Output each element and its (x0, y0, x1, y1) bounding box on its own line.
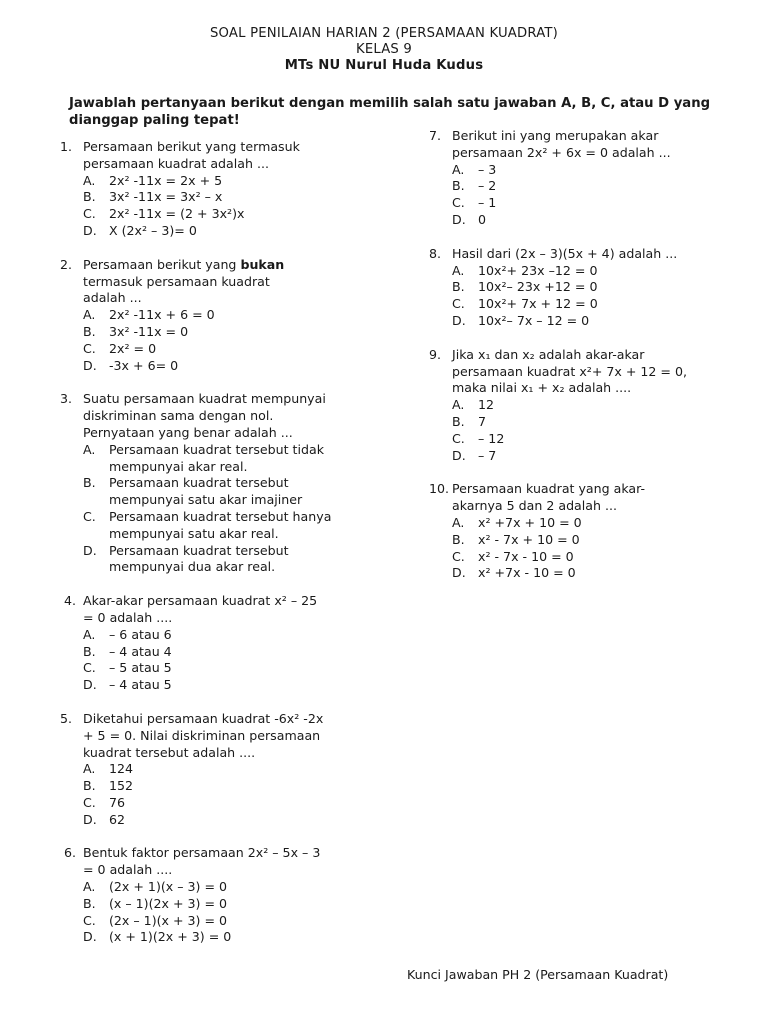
option-c[interactable]: C. 10x²+ 7x + 12 = 0 (452, 296, 598, 312)
option-b[interactable]: B. 152 (83, 778, 134, 794)
option-d[interactable]: D. Persamaan kuadrat tersebut mempunyai dua akar real. (83, 542, 289, 575)
question-number: 5. (60, 710, 73, 726)
option-a[interactable]: A. 12 (452, 397, 495, 413)
option-d[interactable]: D. 0 (452, 211, 487, 227)
question-text: Persamaan kuadrat yang akar- akarnya 5 dan 2 adalah ... (452, 481, 646, 514)
option-b[interactable]: B. 3x² -11x = 0 (83, 323, 189, 339)
left-column (60, 139, 410, 963)
question-text: Berikut ini yang merupakan akar persamaan 2x² + 6x = 0 adalah ... (452, 128, 671, 160)
right-column (429, 128, 749, 599)
option-c[interactable]: C. 2x² -11x = (2 + 3x²)x (83, 206, 245, 222)
question-1 (60, 139, 410, 240)
option-a[interactable]: A. x² +7x + 10 = 0 (452, 514, 582, 530)
question-text: Suatu persamaan kuadrat mempunyai diskriminan sama dengan nol. Pernyataan yang benar adalah ... (83, 391, 326, 440)
question-9 (429, 347, 749, 465)
option-c[interactable]: C. 76 (83, 794, 126, 810)
question-number: 8. (429, 245, 442, 261)
question-6 (60, 845, 410, 946)
option-d[interactable]: D. 62 (83, 811, 126, 827)
question-number: 2. (60, 256, 73, 272)
option-a[interactable]: A. – 3 (452, 161, 497, 177)
question-8 (429, 246, 749, 330)
option-d[interactable]: D. x² +7x - 10 = 0 (452, 565, 576, 581)
option-c[interactable]: C. Persamaan kuadrat tersebut hanya mempunyai satu akar real. (83, 508, 332, 541)
option-b[interactable]: B. – 4 atau 4 (83, 643, 172, 659)
emphasis-word: bukan (240, 256, 285, 272)
option-b[interactable]: B. 7 (452, 413, 487, 429)
question-text: Persamaan berikut yang bukan termasuk persamaan kuadrat adalah ... (83, 256, 285, 306)
option-d[interactable]: D. 10x²– 7x – 12 = 0 (452, 312, 590, 328)
option-c[interactable]: C. (2x – 1)(x + 3) = 0 (83, 912, 228, 928)
class-label: KELAS 9 (355, 42, 412, 57)
document-header (0, 26, 768, 74)
option-b[interactable]: B. 3x² -11x = 3x² – x (83, 189, 223, 205)
option-a[interactable]: A. 10x²+ 23x –12 = 0 (452, 262, 598, 278)
option-a[interactable]: A. 2x² -11x = 2x + 5 (83, 172, 223, 188)
option-d[interactable]: D. – 4 atau 5 (83, 677, 172, 693)
question-text: Hasil dari (2x – 3)(5x + 4) adalah ... (452, 245, 678, 261)
instruction-text: Jawablah pertanyaan berikut dengan memilih salah satu jawaban A, B, C, atau D yang dianggap paling tepat! (69, 96, 711, 128)
question-number: 6. (64, 845, 77, 861)
document-title: SOAL PENILAIAN HARIAN 2 (PERSAMAAN KUADRAT) (209, 26, 559, 41)
option-b[interactable]: B. x² - 7x + 10 = 0 (452, 531, 580, 547)
option-c[interactable]: C. – 12 (452, 430, 505, 446)
option-a[interactable]: A. 2x² -11x + 6 = 0 (83, 307, 215, 323)
question-2 (60, 257, 410, 375)
question-number: 9. (429, 346, 442, 362)
option-b[interactable]: B. (x – 1)(2x + 3) = 0 (83, 895, 228, 911)
option-a[interactable]: A. Persamaan kuadrat tersebut tidak mempunyai akar real. (83, 441, 325, 474)
question-7 (429, 128, 749, 229)
school-name: MTs NU Nurul Huda Kudus (284, 58, 484, 73)
option-a[interactable]: A. (2x + 1)(x – 3) = 0 (83, 879, 228, 895)
question-text: Diketahui persamaan kuadrat -6x² -2x + 5 = 0. Nilai diskriminan persamaan kuadrat tersebut adalah .... (83, 710, 324, 760)
question-text: Akar-akar persamaan kuadrat x² – 25 = 0 adalah .... (83, 593, 318, 625)
option-c[interactable]: C. x² - 7x - 10 = 0 (452, 548, 574, 564)
option-b[interactable]: B. 10x²– 23x +12 = 0 (452, 279, 598, 295)
option-c[interactable]: C. – 5 atau 5 (83, 660, 172, 676)
option-c[interactable]: C. 2x² = 0 (83, 340, 157, 356)
option-a[interactable]: A. 124 (83, 761, 134, 777)
option-d[interactable]: D. (x + 1)(2x + 3) = 0 (83, 929, 232, 945)
question-text: Persamaan berikut yang termasuk persamaan kuadrat adalah ... (83, 139, 300, 171)
option-a[interactable]: A. – 6 atau 6 (83, 626, 172, 642)
question-text: Bentuk faktor persamaan 2x² – 5x – 3 = 0 adalah .... (83, 845, 321, 878)
option-b[interactable]: B. – 2 (452, 178, 497, 194)
option-d[interactable]: D. – 7 (452, 447, 497, 463)
question-number: 10. (429, 481, 450, 497)
question-4 (60, 593, 410, 694)
option-c[interactable]: C. – 1 (452, 195, 497, 211)
question-3 (60, 391, 410, 576)
option-b[interactable]: B. Persamaan kuadrat tersebut mempunyai satu akar imajiner (83, 475, 303, 508)
answer-key-footer: Kunci Jawaban PH 2 (Persamaan Kuadrat) (407, 967, 669, 982)
option-d[interactable]: D. -3x + 6= 0 (83, 357, 179, 373)
question-number: 7. (429, 128, 442, 143)
question-5 (60, 711, 410, 829)
question-number: 4. (64, 593, 77, 609)
option-d[interactable]: D. X (2x² – 3)= 0 (83, 222, 197, 238)
question-number: 3. (60, 391, 73, 407)
question-text: Jika x₁ dan x₂ adalah akar-akar persamaan kuadrat x²+ 7x + 12 = 0, maka nilai x₁ + x₂ adalah .... (452, 346, 688, 396)
question-number: 1. (60, 139, 73, 154)
question-10 (429, 481, 749, 582)
